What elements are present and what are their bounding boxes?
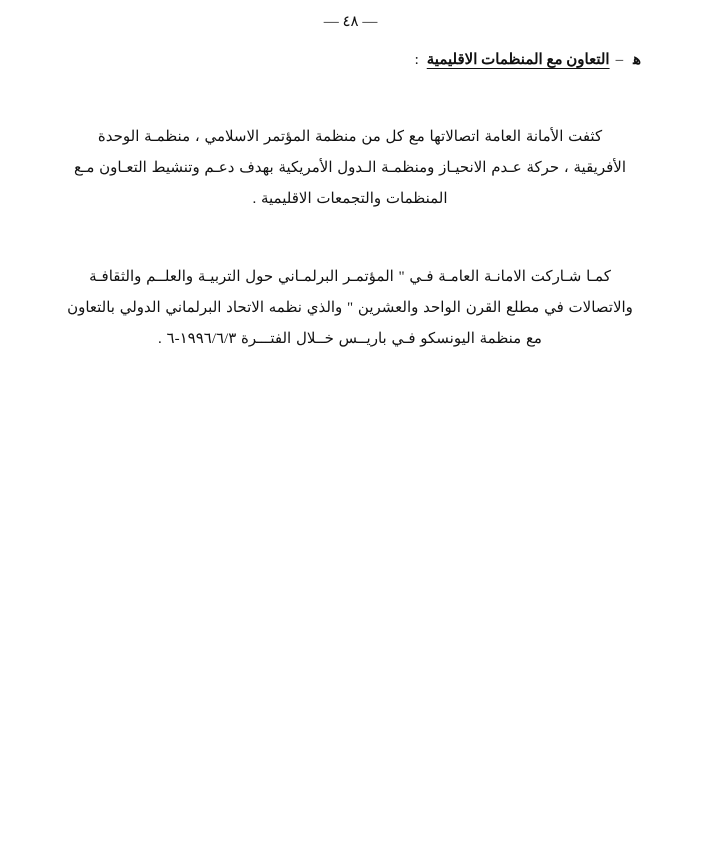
heading-marker: ﻫ (633, 52, 641, 68)
paragraph-1 (61, 122, 639, 214)
paragraph-1-line-3: المنظمات والتجمعات الاقليمية . (252, 190, 448, 207)
section-heading (41, 50, 641, 69)
paragraph-1-line-2: الأفريقية ، حركة عـدم الانحيـاز ومنظمـة الـدول الأمريكية بهدف دعـم وتنشيط التعـاون مـع (73, 159, 627, 176)
heading-title: التعاون مع المنظمات الاقليمية (426, 52, 610, 68)
heading-colon: : (414, 52, 419, 68)
paragraph-2-line-2: والاتصالات في مطلع القرن الواحد والعشرين " والذي نظمه الاتحاد البرلماني الدولي بالتعاون (67, 299, 633, 316)
paragraph-2-line-3: مع منظمة اليونسكو فـي باريــس خــلال الفتـــرة ١٩٩٦/٦/٣-٦ . (158, 330, 542, 347)
heading-dash: – (615, 52, 624, 68)
paragraph-2 (61, 262, 639, 354)
paragraph-1-line-1: كثفت الأمانة العامة اتصالاتها مع كل من منظمة المؤتمر الاسلامي ، منظمـة الوحدة (97, 129, 603, 145)
paragraph-2-line-1: كمـا شـاركت الامانـة العامـة فـي " المؤتمـر البرلمـاني حول التربيـة والعلــم والثقافـة (89, 269, 611, 285)
page-number: — ٤٨ — (323, 14, 378, 30)
